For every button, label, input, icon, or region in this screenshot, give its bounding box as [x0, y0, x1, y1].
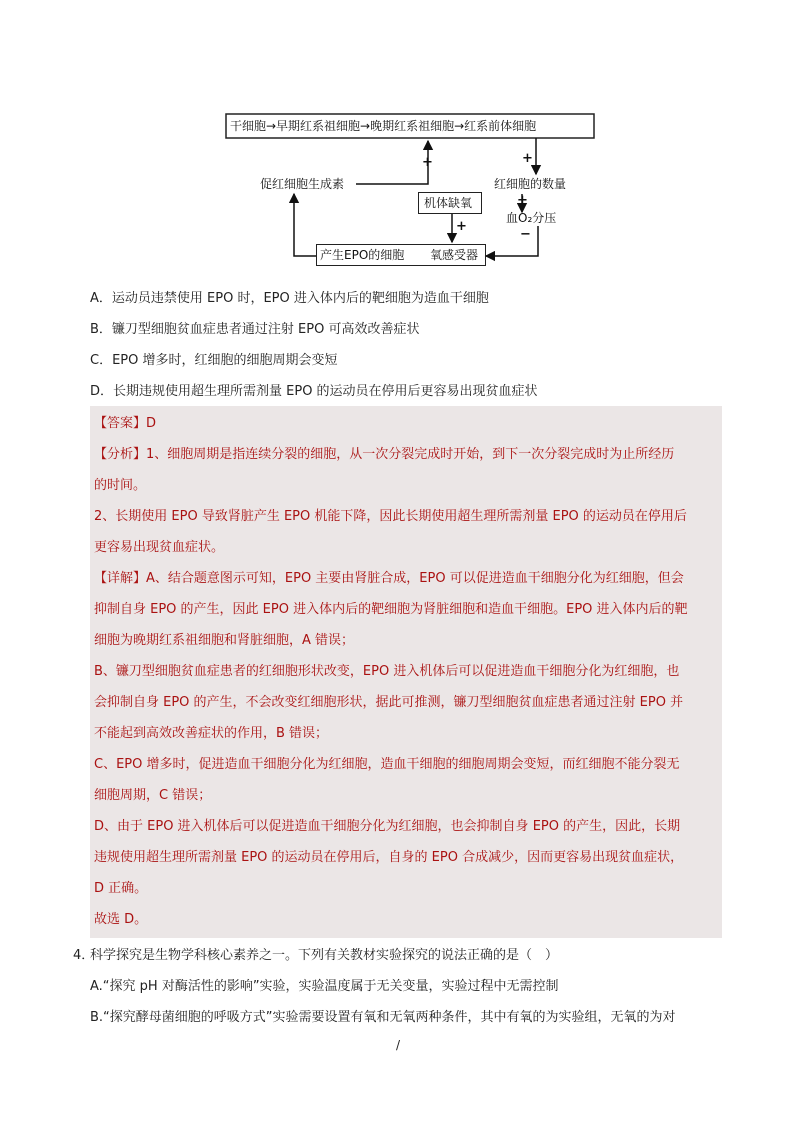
option-a: A．运动员违禁使用 EPO 时，EPO 进入体内后的靶细胞为造血干细胞: [90, 291, 489, 306]
detail-line-11: D 正确。: [94, 881, 148, 896]
o2-pressure-label: 血O₂分压: [506, 211, 557, 225]
answer-label: 【答案】D: [94, 416, 157, 431]
analysis-line-4: 更容易出现贫血症状。: [94, 540, 225, 555]
epo-cell-label: 产生EPO的细胞: [320, 248, 405, 262]
option-d: D．长期违规使用超生理所需剂量 EPO 的运动员在停用后更容易出现贫血症状: [90, 384, 538, 399]
question-4-stem: 科学探究是生物学科核心素养之一。下列有关教材实验探究的说法正确的是（ ）: [90, 948, 559, 963]
epo-factor-label: 促红细胞生成素: [260, 177, 345, 191]
detail-line-1: 【详解】A、结合题意图示可知，EPO 主要由肾脏合成，EPO 可以促进造血干细胞分化为红细胞，但会: [94, 571, 684, 586]
page-number: /: [396, 1038, 401, 1052]
detail-line-10: 违规使用超生理所需剂量 EPO 的运动员在停用后，自身的 EPO 合成减少，因而更容易出现贫血症状，: [94, 850, 684, 865]
detail-line-5: 会抑制自身 EPO 的产生，不会改变红细胞形状，据此可推测，镰刀型细胞贫血症患者通过注射 EPO 并: [94, 695, 684, 710]
plus-sign-hypoxia: +: [456, 219, 467, 234]
detail-line-3: 细胞为晚期红系祖细胞和肾脏细胞，A 错误；: [94, 633, 355, 648]
sensor-label: 氧感受器: [430, 248, 479, 262]
question-4-number: 4．: [73, 948, 95, 963]
plus-sign-o2: +: [517, 193, 528, 208]
question-4-option-a: A.“探究 pH 对酶活性的影响”实验，实验温度属于无关变量，实验过程中无需控制: [90, 979, 559, 994]
detail-line-9: D、由于 EPO 进入机体后可以促进造血干细胞分化为红细胞，也会抑制自身 EPO 的产生，因此，长期: [94, 819, 681, 834]
answer-explanation-block: [90, 406, 722, 938]
detail-line-2: 抑制自身 EPO 的产生，因此 EPO 进入体内后的靶细胞为肾脏细胞和造血干细胞。EPO 进入体内后的靶: [94, 602, 688, 617]
rbc-count-label: 红细胞的数量: [494, 177, 567, 191]
hypoxia-label: 机体缺氧: [424, 196, 473, 210]
detail-line-7: C、EPO 增多时，促进造血干细胞分化为红细胞，造血干细胞的细胞周期会变短，而红细胞不能分裂无: [94, 757, 680, 772]
minus-sign-o2: −: [520, 227, 531, 242]
analysis-line-1: 【分析】1、细胞周期是指连续分裂的细胞，从一次分裂完成时开始，到下一次分裂完成时为止所经历: [94, 447, 675, 462]
option-c: C．EPO 增多时，红细胞的细胞周期会变短: [90, 353, 338, 368]
analysis-line-2: 的时间。: [94, 478, 147, 493]
detail-line-8: 细胞周期，C 错误；: [94, 788, 212, 803]
plus-sign-rbc: +: [522, 151, 533, 166]
question-4-option-b: B.“探究酵母菌细胞的呼吸方式”实验需要设置有氧和无氧两种条件，其中有氧的为实验组，无氧的为对: [90, 1010, 676, 1025]
plus-sign-feedback: +: [422, 155, 433, 170]
epo-regulation-diagram: [220, 108, 600, 268]
option-b: B．镰刀型细胞贫血症患者通过注射 EPO 可高效改善症状: [90, 322, 420, 337]
analysis-line-3: 2、长期使用 EPO 导致肾脏产生 EPO 机能下降，因此长期使用超生理所需剂量 EPO 的运动员在停用后: [94, 509, 687, 524]
detail-line-4: B、镰刀型细胞贫血症患者的红细胞形状改变，EPO 进入机体后可以促进造血干细胞分化为红细胞，也: [94, 664, 680, 679]
detail-line-6: 不能起到高效改善症状的作用，B 错误；: [94, 726, 329, 741]
top-row-text: 干细胞→早期红系祖细胞→晚期红系祖细胞→红系前体细胞: [230, 119, 537, 133]
conclusion-line: 故选 D。: [94, 912, 148, 927]
